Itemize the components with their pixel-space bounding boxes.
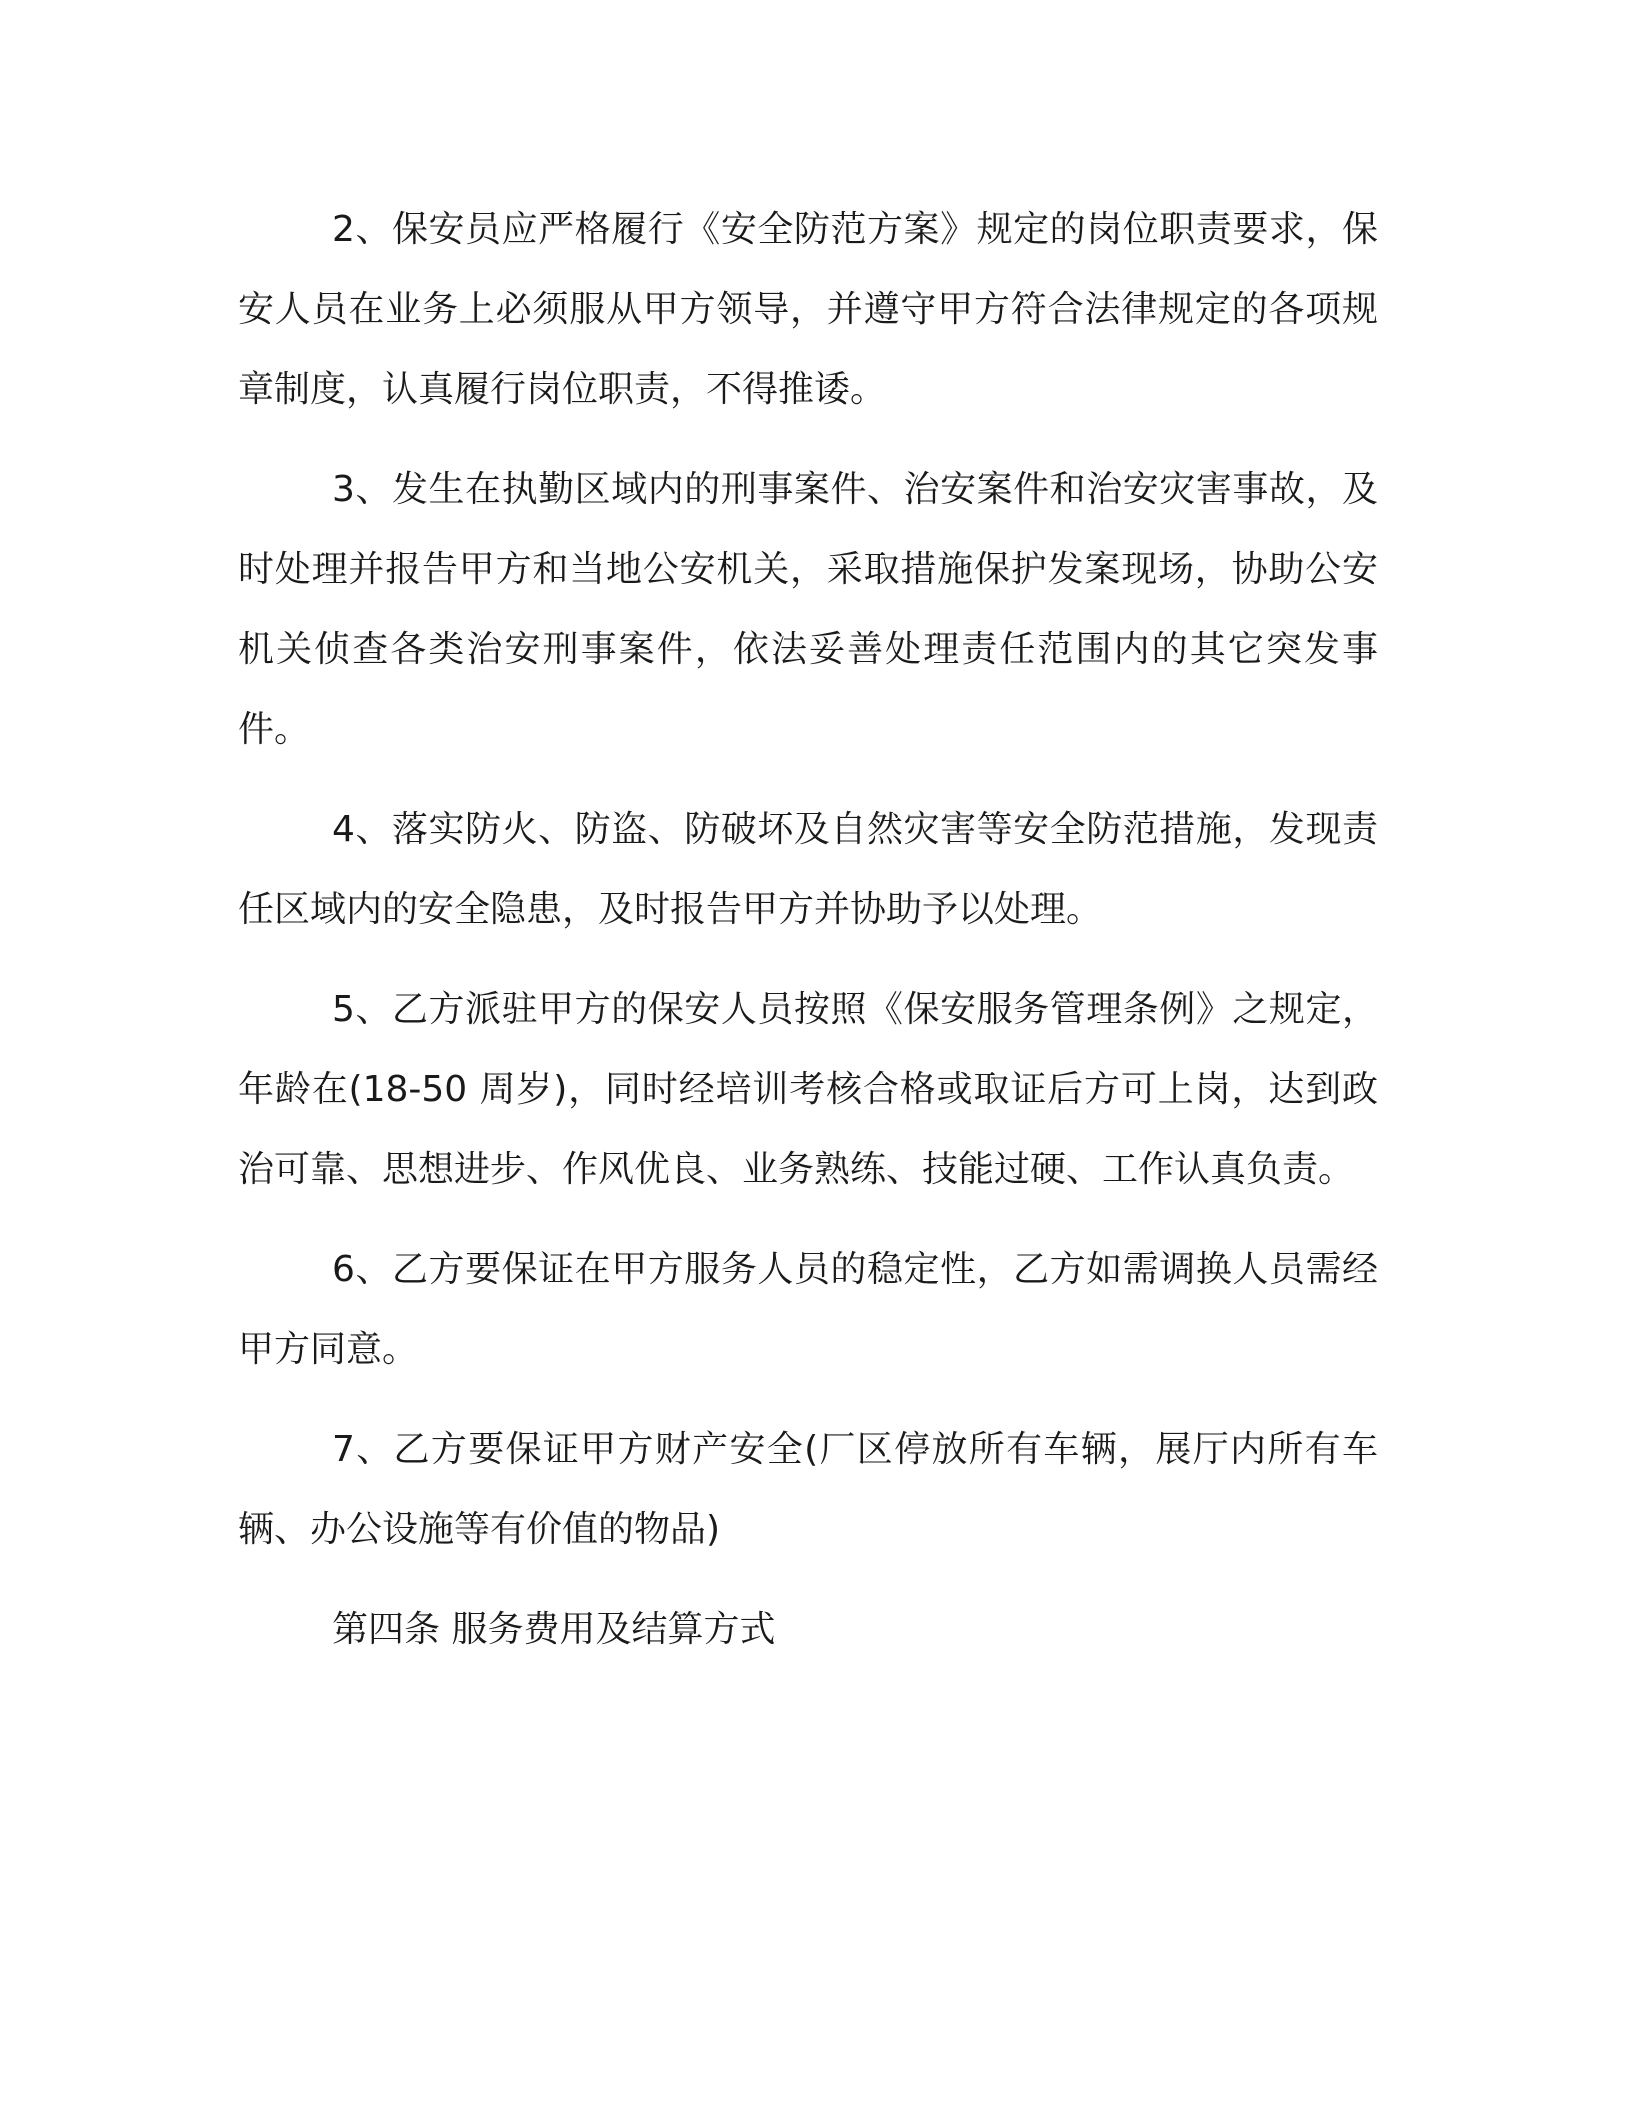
clause-paragraph-2: 2、保安员应严格履行《安全防范方案》规定的岗位职责要求，保安人员在业务上必须服从甲方领导，并遵守甲方符合法律规定的各项规章制度，认真履行岗位职责，不得推诿。 <box>238 209 1378 410</box>
section-heading: 第四条 服务费用及结算方式 <box>332 1609 776 1650</box>
clause-paragraph-7: 7、乙方要保证甲方财产安全(厂区停放所有车辆，展厅内所有车辆、办公设施等有价值的物品) <box>238 1429 1378 1550</box>
document-body <box>238 190 1378 1670</box>
clause-paragraph-5: 5、乙方派驻甲方的保安人员按照《保安服务管理条例》之规定，年龄在(18-50 周岁)，同时经培训考核合格或取证后方可上岗，达到政治可靠、思想进步、作风优良、业务熟练、技能过硬、工作认真负责。 <box>238 989 1378 1190</box>
clause-paragraph-3: 3、发生在执勤区域内的刑事案件、治安案件和治安灾害事故，及时处理并报告甲方和当地公安机关，采取措施保护发案现场，协助公安机关侦查各类治安刑事案件，依法妥善处理责任范围内的其它突发事件。 <box>238 469 1378 750</box>
clause-paragraph-6: 6、乙方要保证在甲方服务人员的稳定性，乙方如需调换人员需经甲方同意。 <box>238 1249 1378 1370</box>
clause-paragraph-4: 4、落实防火、防盗、防破坏及自然灾害等安全防范措施，发现责任区域内的安全隐患，及时报告甲方并协助予以处理。 <box>238 809 1378 930</box>
